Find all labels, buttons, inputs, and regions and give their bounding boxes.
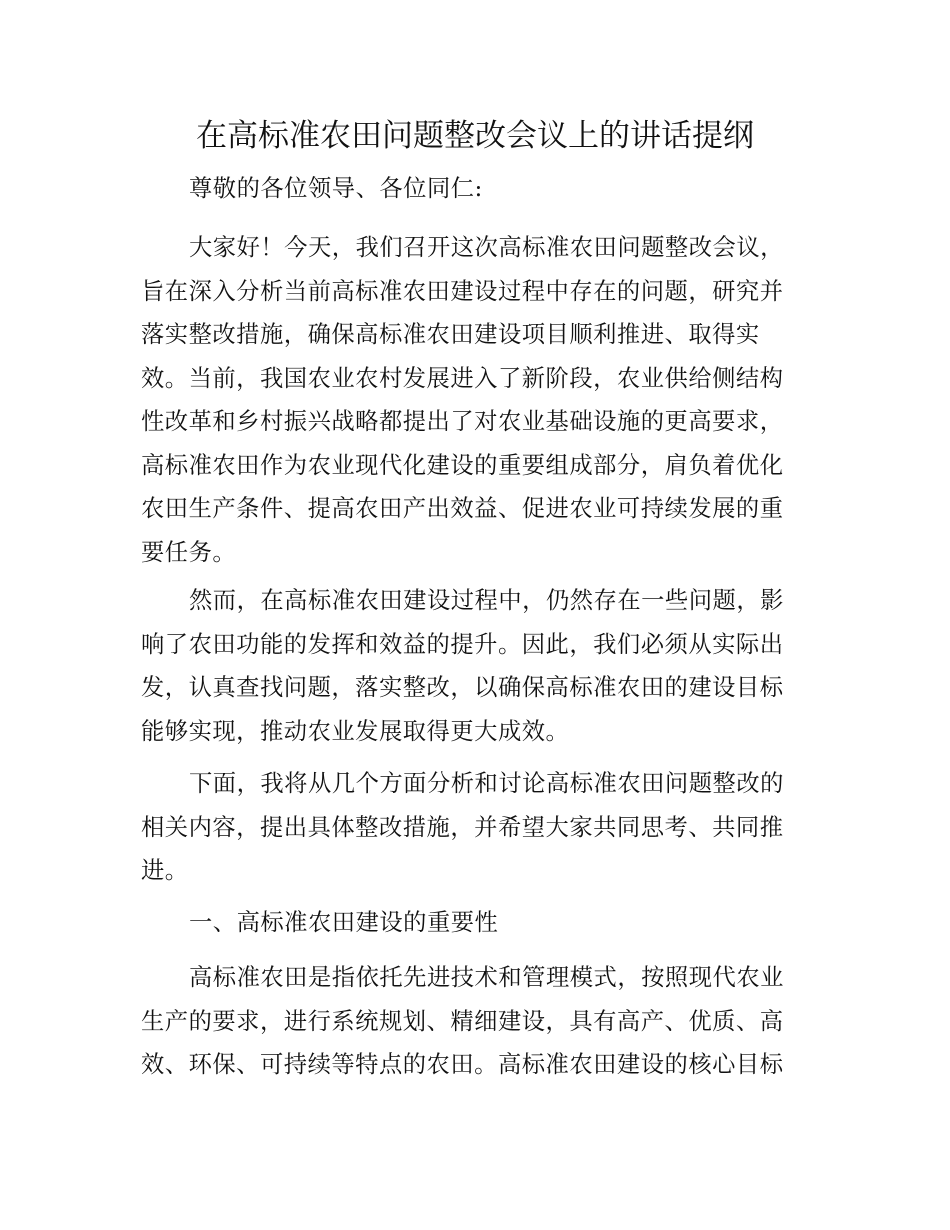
paragraph-line: 高标准农田作为农业现代化建设的重要组成部分，肩负着优化	[141, 451, 784, 479]
section-heading	[141, 901, 813, 945]
paragraph-line: 下面，我将从几个方面分析和讨论高标准农田问题整改的	[189, 770, 784, 797]
paragraph-line: 效。当前，我国农业农村发展进入了新阶段，农业供给侧结构	[141, 364, 784, 392]
paragraph-line: 高标准农田是指依托先进技术和管理模式，按照现代农业	[189, 964, 784, 991]
salutation	[141, 167, 813, 220]
section-heading-text: 一、高标准农田建设的重要性	[189, 909, 499, 936]
paragraph-line: 能够实现，推动农业发展取得更大成效。	[141, 717, 570, 745]
paragraph-2	[141, 579, 813, 753]
document-title: 在高标准农田问题整改会议上的讲话提纲	[196, 118, 754, 154]
paragraph-line: 效、环保、可持续等特点的农田。高标准农田建设的核心目标	[141, 1051, 784, 1078]
paragraph-line: 发，认真查找问题，落实整改，以确保高标准农田的建设目标	[141, 674, 784, 701]
paragraph-line: 旨在深入分析当前高标准农田建设过程中存在的问题，研究并	[141, 277, 784, 305]
paragraph-line: 响了农田功能的发挥和效益的提升。因此，我们必须从实际出	[141, 630, 784, 658]
paragraph-3	[141, 762, 813, 893]
paragraph-line: 相关内容，提出具体整改措施，并希望大家共同思考、共同推	[141, 813, 784, 841]
paragraph-line: 落实整改措施，确保高标准农田建设项目顺利推进、取得实	[141, 321, 760, 348]
salutation-text: 尊敬的各位领导、各位同仁:	[189, 175, 483, 202]
paragraph-1	[141, 226, 813, 574]
paragraph-line: 性改革和乡村振兴战略都提出了对农业基础设施的更高要求，	[141, 408, 784, 435]
paragraph-line: 进。	[141, 857, 189, 884]
paragraph-4	[141, 956, 813, 1087]
paragraph-line: 农田生产条件、提高农田产出效益、促进农业可持续发展的重	[141, 495, 784, 522]
paragraph-line: 大家好！今天，我们召开这次高标准农田问题整改会议，	[189, 234, 784, 261]
paragraph-line: 生产的要求，进行系统规划、精细建设，具有高产、优质、高	[141, 1007, 784, 1035]
paragraph-line: 要任务。	[141, 538, 237, 566]
paragraph-line: 然而，在高标准农田建设过程中，仍然存在一些问题，影	[189, 587, 784, 614]
